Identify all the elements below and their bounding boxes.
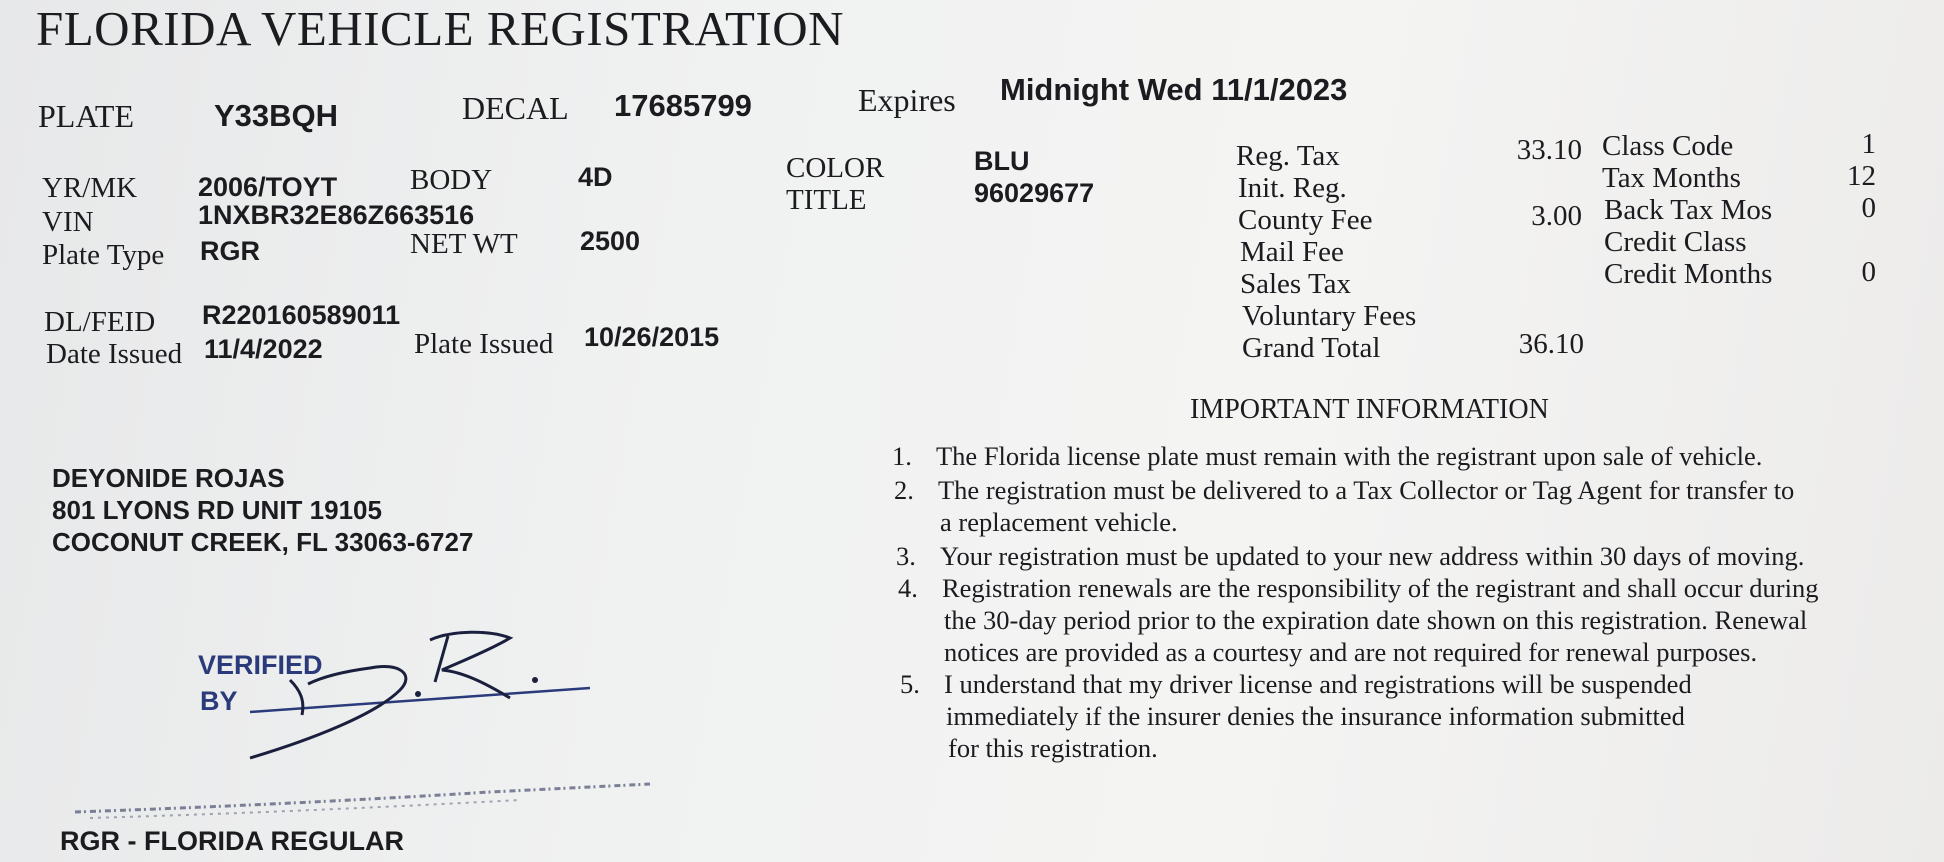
grand-total-value: 36.10 <box>1518 328 1584 360</box>
decal-label: DECAL <box>462 90 569 126</box>
code-label: Tax Months <box>1602 162 1741 194</box>
vin-label: VIN <box>42 206 94 238</box>
owner-name: DEYONIDE ROJAS <box>52 463 285 493</box>
fee-value: 3.00 <box>1531 200 1582 232</box>
fee-value: 33.10 <box>1516 134 1582 166</box>
net-wt-label: NET WT <box>410 228 518 260</box>
owner-city: COCONUT CREEK, FL 33063-6727 <box>52 527 474 557</box>
fee-label: Init. Reg. <box>1238 172 1347 204</box>
verified-stamp: VERIFIED <box>198 650 323 680</box>
expires-value: Midnight Wed 11/1/2023 <box>1000 72 1348 107</box>
info-num: 5. <box>900 669 920 699</box>
info-line: Your registration must be updated to your new address within 30 days of moving. <box>940 541 1805 571</box>
body-label: BODY <box>410 164 493 196</box>
info-line: The Florida license plate must remain with the registrant upon sale of vehicle. <box>936 441 1763 471</box>
info-num: 1. <box>892 441 912 471</box>
code-label: Class Code <box>1602 130 1734 162</box>
plate-type-value: RGR <box>200 236 260 266</box>
code-value: 12 <box>1847 160 1876 192</box>
info-num: 4. <box>898 573 918 603</box>
code-label: Credit Class <box>1604 226 1747 258</box>
yrmk-value: 2006/TOYT <box>198 172 338 202</box>
fee-label: Sales Tax <box>1240 268 1352 300</box>
document-title: FLORIDA VEHICLE REGISTRATION <box>36 1 844 56</box>
title-number: 96029677 <box>974 178 1095 208</box>
color-label: COLOR <box>786 152 885 184</box>
important-heading: IMPORTANT INFORMATION <box>1190 394 1549 425</box>
date-issued-label: Date Issued <box>46 338 183 370</box>
fee-label: County Fee <box>1238 204 1373 236</box>
code-label: Credit Months <box>1604 258 1773 290</box>
plate-label: PLATE <box>38 98 134 134</box>
expires-label: Expires <box>858 82 956 118</box>
code-value: 1 <box>1861 128 1876 160</box>
title-label: TITLE <box>786 184 867 216</box>
plate-type-label: Plate Type <box>42 239 165 271</box>
body-value: 4D <box>578 162 613 192</box>
info-line: notices are provided as a courtesy and are not required for renewal purposes. <box>944 637 1758 667</box>
code-value: 0 <box>1861 192 1876 224</box>
fee-label: Reg. Tax <box>1236 140 1340 172</box>
info-line: the 30-day period prior to the expiration date shown on this registration. Renewal <box>944 605 1808 635</box>
info-line: a replacement vehicle. <box>940 507 1178 537</box>
dl-label: DL/FEID <box>44 306 156 338</box>
dl-value: R220160589011 <box>202 300 401 330</box>
info-line: The registration must be delivered to a Tax Collector or Tag Agent for transfer to <box>938 475 1795 505</box>
plate-issued-value: 10/26/2015 <box>584 322 720 352</box>
color-value: BLU <box>974 146 1030 176</box>
plate-issued-label: Plate Issued <box>414 328 554 360</box>
date-issued-value: 11/4/2022 <box>204 334 323 364</box>
code-value: 0 <box>1861 256 1876 288</box>
plate-number: Y33BQH <box>214 98 339 133</box>
info-line: I understand that my driver license and registrations will be suspended <box>944 669 1692 699</box>
info-line: immediately if the insurer denies the insurance information submitted <box>946 701 1685 731</box>
info-line: for this registration. <box>948 733 1158 763</box>
grand-total-label: Grand Total <box>1242 332 1381 364</box>
verified-by: BY <box>200 686 238 716</box>
net-wt-value: 2500 <box>580 226 641 256</box>
code-label: Back Tax Mos <box>1604 194 1773 226</box>
signature <box>190 620 610 770</box>
owner-street: 801 LYONS RD UNIT 19105 <box>52 495 382 525</box>
fee-label: Voluntary Fees <box>1242 300 1417 332</box>
info-num: 3. <box>896 541 916 571</box>
info-num: 2. <box>894 475 914 505</box>
footer-plate-class: RGR - FLORIDA REGULAR <box>60 826 404 856</box>
vin-value: 1NXBR32E86Z663516 <box>198 200 475 230</box>
fee-label: Mail Fee <box>1240 236 1344 268</box>
yrmk-label: YR/MK <box>42 172 138 204</box>
decal-number: 17685799 <box>614 88 752 123</box>
info-line: Registration renewals are the responsibility of the registrant and shall occur during <box>942 573 1819 603</box>
smudged-stamp <box>70 780 670 830</box>
